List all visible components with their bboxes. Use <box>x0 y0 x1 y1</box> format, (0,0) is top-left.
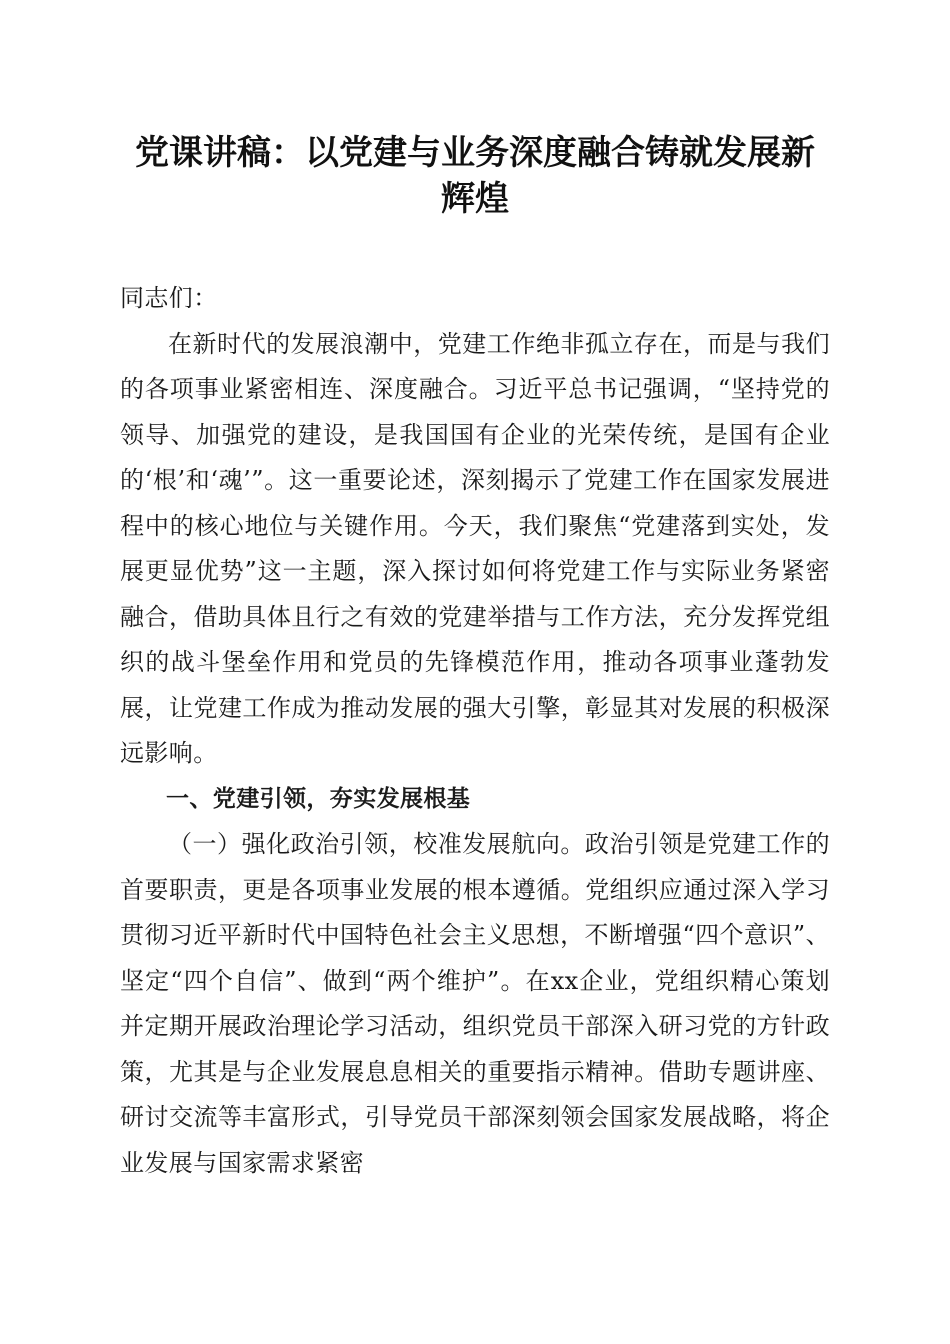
intro-paragraph: 在新时代的发展浪潮中，党建工作绝非孤立存在，而是与我们的各项事业紧密相连、深度融合。习近平总书记强调，“坚持党的领导、加强党的建设，是我国国有企业的光荣传统，是国有企业的‘根’和‘魂’”。这一重要论述，深刻揭示了党建工作在国家发展进程中的核心地位与关键作用。今天，我们聚焦“党建落到实处，发展更显优势”这一主题，深入探讨如何将党建工作与实际业务紧密融合，借助具体且行之有效的党建举措与工作方法，充分发挥党组织的战斗堡垒作用和党员的先锋模范作用，推动各项事业蓬勃发展，让党建工作成为推动发展的强大引擎，彰显其对发展的积极深远影响。 <box>120 329 830 767</box>
section-paragraph: （一）强化政治引领，校准发展航向。政治引领是党建工作的首要职责，更是各项事业发展的根本遵循。党组织应通过深入学习贯彻习近平新时代中国特色社会主义思想，不断增强“四个意识”、坚定“四个自信”、做到“两个维护”。在xx企业，党组织精心策划并定期开展政治理论学习活动，组织党员干部深入研习党的方针政策，尤其是与企业发展息息相关的重要指示精神。借助专题讲座、研讨交流等丰富形式，引导党员干部深刻领会国家发展战略，将企业发展与国家需求紧密 <box>120 830 830 1177</box>
salutation: 同志们： <box>120 284 218 312</box>
document-body <box>120 276 830 1186</box>
section-heading: 一、党建引领，夯实发展根基 <box>166 785 471 812</box>
document-title: 党课讲稿：以党建与业务深度融合铸就发展新辉煌 <box>135 133 815 219</box>
